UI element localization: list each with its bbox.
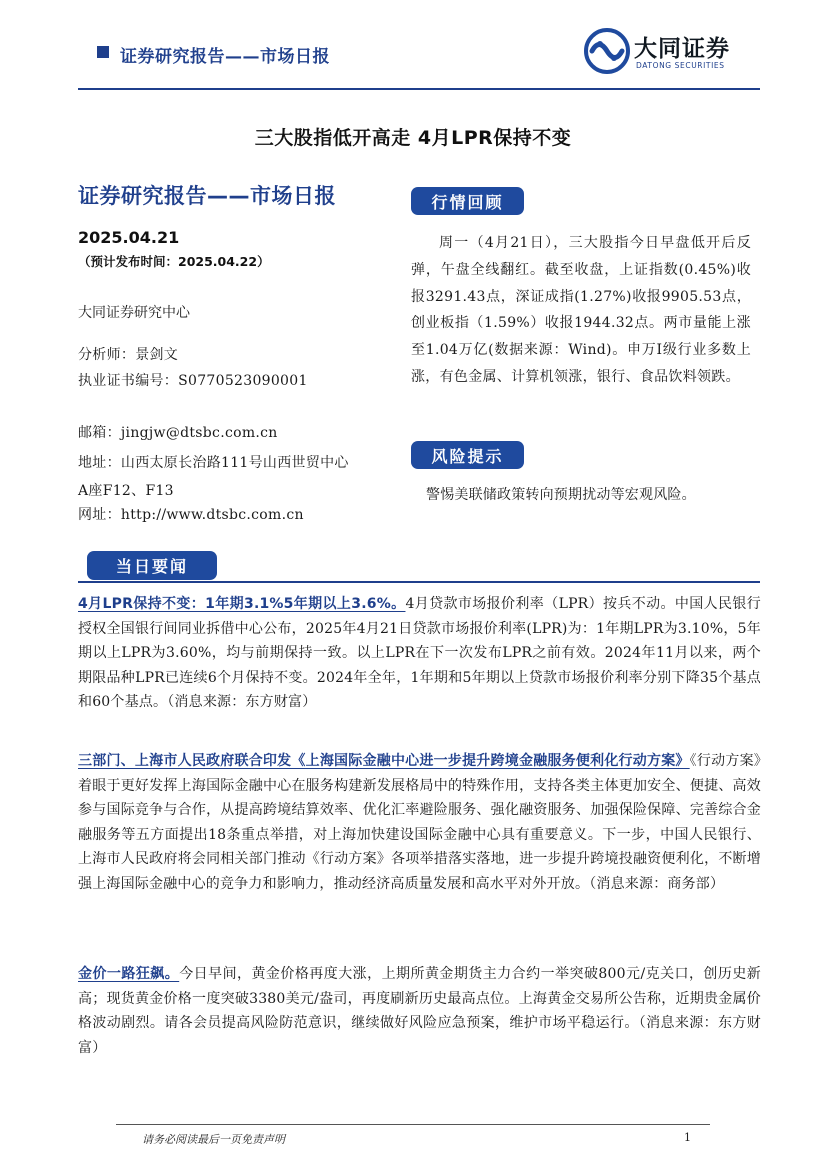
footer-divider — [116, 1124, 710, 1125]
section-divider — [78, 581, 760, 583]
analyst: 分析师：景剑文 — [78, 347, 179, 363]
report-title: 证券研究报告——市场日报 — [78, 184, 336, 208]
footer-disclaimer: 请务必阅读最后一页免责声明 — [142, 1133, 285, 1146]
news-body: 4月贷款市场报价利率（LPR）按兵不动。中国人民银行授权全国银行间同业拆借中心公布，2025年4月21日贷款市场报价利率(LPR)为：1年期LPR为3.10%，5年期以上LPR为3.60%，均与前期保持一致。以上LPR在下一次发布LPR之前有效。2024年11月以来，两个期限品种LPR已连续6个月保持不变。2024年全年，1年期和5年期以上贷款市场报价利率分别下降35个基点和60个基点。（消息来源：东方财富） — [78, 596, 761, 711]
news-item-gold — [78, 962, 761, 1060]
license-number: 执业证书编号：S0770523090001 — [78, 373, 308, 389]
news-headline: 金价一路狂飙。 — [78, 966, 180, 982]
news-item-shanghai — [78, 749, 761, 897]
header-divider — [78, 88, 760, 90]
news-headline: 三部门、上海市人民政府联合印发《上海国际金融中心进一步提升跨境金融服务便利化行动方案》 — [78, 753, 690, 769]
news-headline: 4月LPR保持不变：1年期3.1%5年期以上3.6%。 — [78, 596, 406, 612]
market-review-badge: 行情回顾 — [411, 187, 524, 215]
address-line2: A座F12、F13 — [78, 483, 174, 499]
market-review-text: 周一（4月21日），三大股指今日早盘低开后反弹，午盘全线翻红。截至收盘，上证指数(0.45%)收报3291.43点，深证成指(1.27%)收报9905.53点，创业板指（1.59%）收报1944.32点。两市量能上涨至1.04万亿(数据来源：Wind)。申万Ⅰ级行业多数上涨，有色金属、计算机领涨，银行、食品饮料领跌。 — [411, 235, 751, 385]
news-item-lpr — [78, 592, 761, 715]
website: 网址：http://www.dtsbc.com.cn — [78, 507, 304, 523]
email: 邮箱：jingjw@dtsbc.com.cn — [78, 425, 278, 441]
news-body: 《行动方案》着眼于更好发挥上海国际金融中心在服务构建新发展格局中的特殊作用，支持各类主体更加安全、便捷、高效参与国际竞争与合作，从提高跨境结算效率、优化汇率避险服务、强化融资服务、加强保险保障、完善综合金融服务等五方面提出18条重点举措，对上海加快建设国际金融中心具有重要意义。下一步，中国人民银行、上海市人民政府将会同相关部门推动《行动方案》各项举措落实落地，进一步提升跨境投融资便利化，不断增强上海国际金融中心的竞争力和影响力，推动经济高质量发展和高水平对外开放。（消息来源：商务部） — [78, 753, 761, 892]
document-title: 三大股指低开高走 4月LPR保持不变 — [254, 127, 572, 149]
publish-time: （预计发布时间：2025.04.22） — [78, 254, 270, 269]
institution: 大同证券研究中心 — [78, 305, 190, 321]
daily-news-badge: 当日要闻 — [87, 551, 217, 580]
logo-english-name: DATONG SECURITIES — [636, 61, 725, 70]
header-section-title: 证券研究报告——市场日报 — [120, 47, 330, 67]
news-body: 今日早间，黄金价格再度大涨，上期所黄金期货主力合约一举突破800元/克关口，创历史新高；现货黄金价格一度突破3380美元/盎司，再度刷新历史最高点位。上海黄金交易所公告称，近期贵金属价格波动剧烈。请各会员提高风险防范意识，继续做好风险应急预案，维护市场平稳运行。（消息来源：东方财富） — [78, 966, 762, 1056]
datong-logo-icon — [584, 28, 630, 74]
company-logo — [584, 28, 764, 78]
report-date: 2025.04.21 — [78, 228, 180, 247]
page-number: 1 — [684, 1131, 691, 1144]
report-meta — [78, 180, 398, 270]
risk-text: 警惕美联储政策转向预期扰动等宏观风险。 — [426, 487, 696, 503]
risk-badge: 风险提示 — [411, 441, 524, 469]
header-square-icon — [97, 46, 109, 58]
logo-chinese-name: 大同证券 — [634, 36, 730, 62]
address-line1: 地址：山西太原长治路111号山西世贸中心 — [78, 455, 349, 471]
